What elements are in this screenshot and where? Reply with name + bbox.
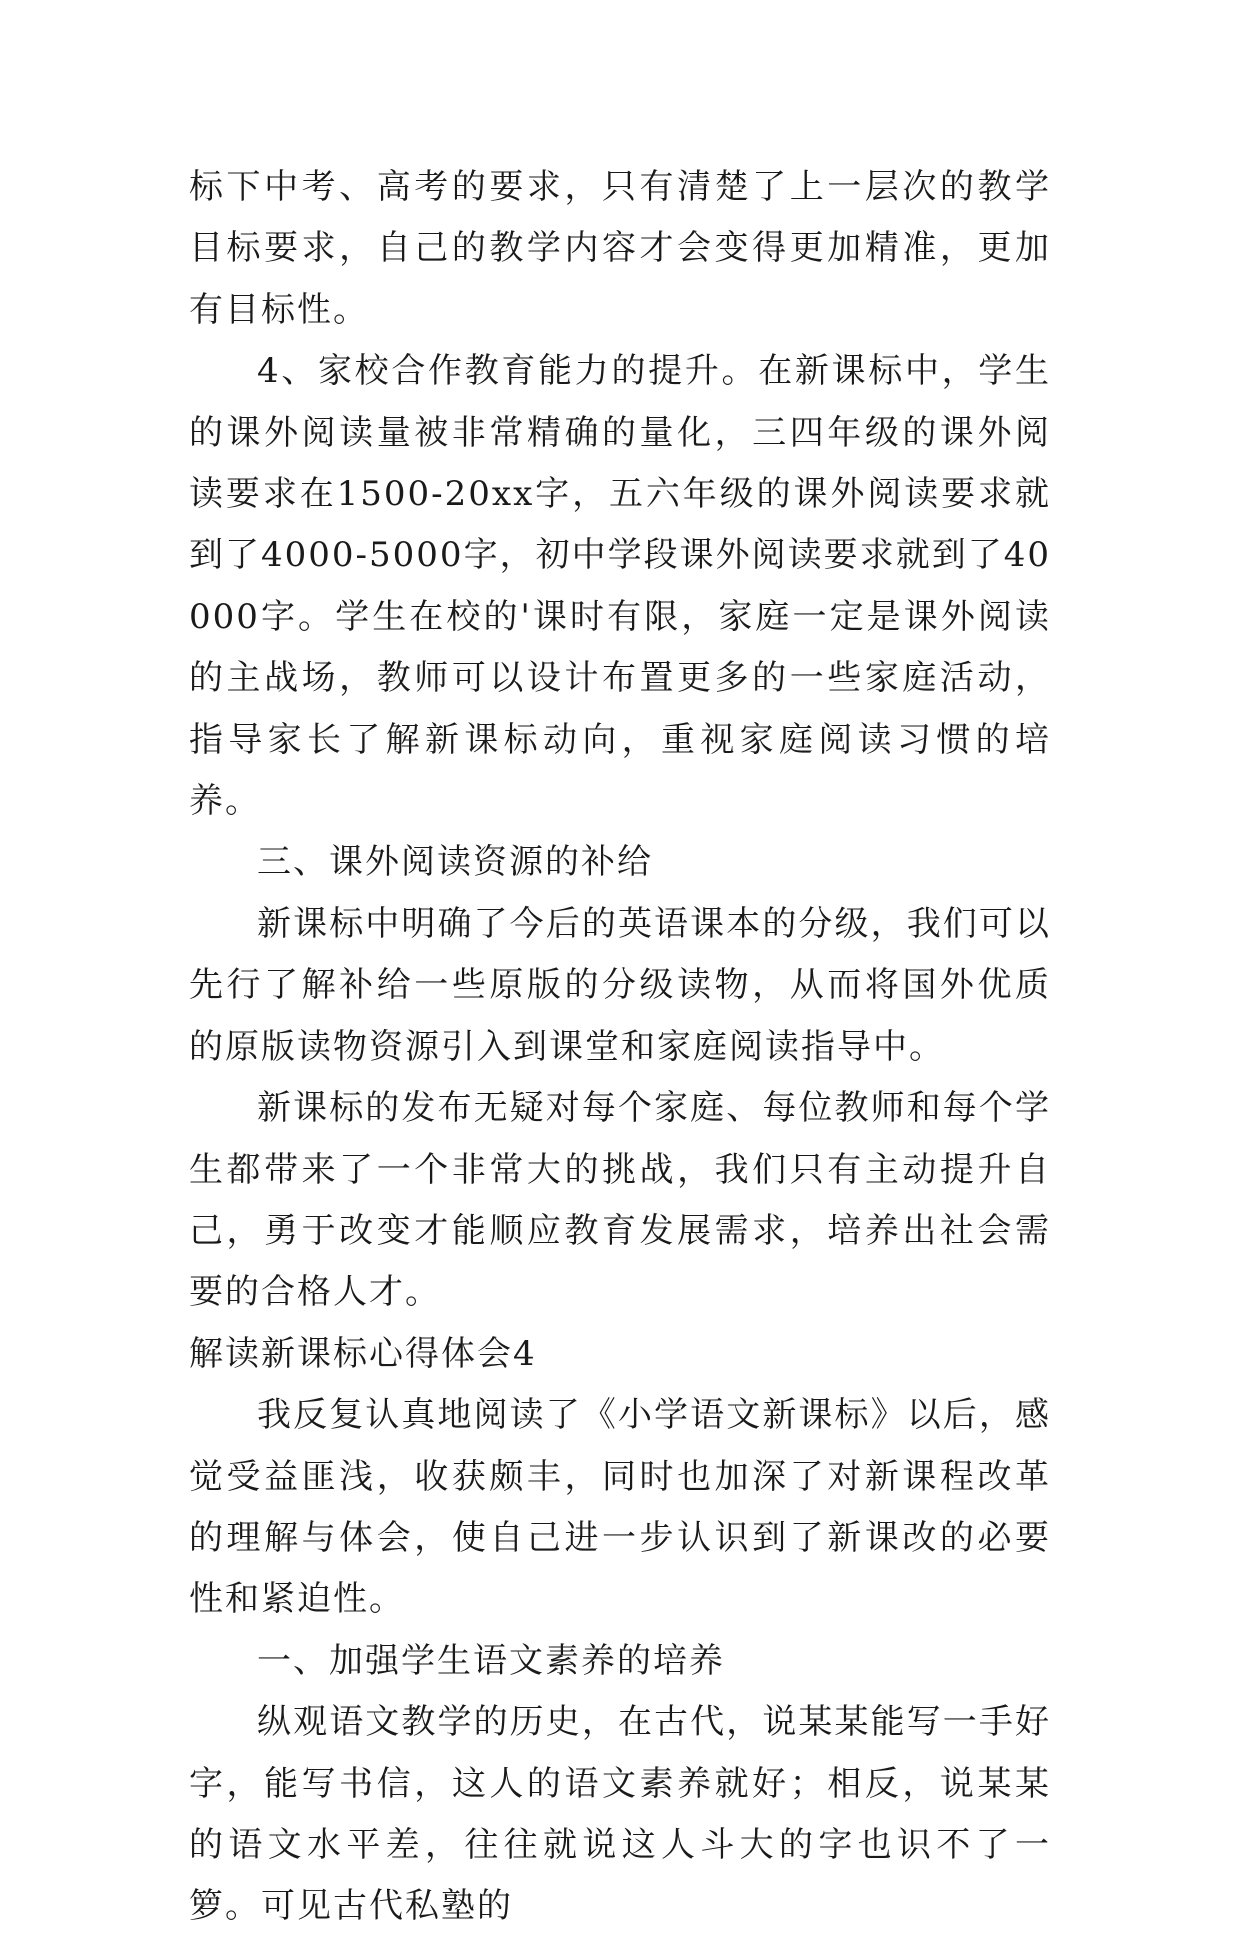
paragraph-reflection: 我反复认真地阅读了《小学语文新课标》以后，感觉受益匪浅，收获颇丰，同时也加深了对新课程改革的理解与体会，使自己进一步认识到了新课改的必要性和紧迫性。: [189, 1395, 1051, 1620]
section-heading-literacy: 一、加强学生语文素养的培养: [257, 1640, 725, 1681]
paragraph-history: 纵观语文教学的历史，在古代，说某某能写一手好字，能写书信，这人的语文素养就好；相反，说某某的语文水平差，往往就说这人斗大的字也识不了一箩。可见古代私塾的: [189, 1702, 1051, 1927]
document-body: [189, 157, 1051, 1938]
paragraph-challenge: 新课标的发布无疑对每个家庭、每位教师和每个学生都带来了一个非常大的挑战，我们只有主动提升自己，勇于改变才能顺应教育发展需求，培养出社会需要的合格人才。: [189, 1088, 1051, 1313]
section-heading-reading-resources: 三、课外阅读资源的补给: [257, 842, 653, 883]
paragraph-graded-readers: 新课标中明确了今后的英语课本的分级，我们可以先行了解补给一些原版的分级读物，从而将国外优质的原版读物资源引入到课堂和家庭阅读指导中。: [189, 903, 1051, 1067]
paragraph-continuation: 标下中考、高考的要求，只有清楚了上一层次的教学目标要求，自己的教学内容才会变得更加精准，更加有目标性。: [189, 167, 1051, 330]
paragraph-home-school: 4、家校合作教育能力的提升。在新课标中，学生的课外阅读量被非常精确的量化，三四年级的课外阅读要求在1500-20xx字，五六年级的课外阅读要求就到了4000-5000字，初中学段课外阅读要求就到了40000字。学生在校的'课时有限，家庭一定是课外阅读的主战场，教师可以设计布置更多的一些家庭活动，指导家长了解新课标动向，重视家庭阅读习惯的培养。: [189, 351, 1051, 822]
article-title: 解读新课标心得体会4: [189, 1333, 537, 1374]
